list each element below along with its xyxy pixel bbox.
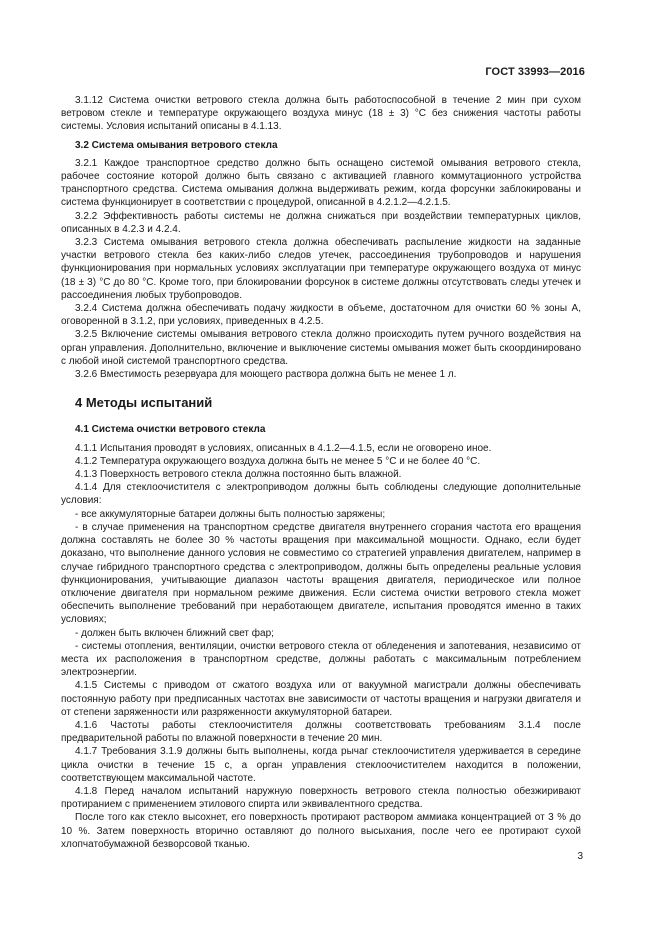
list-item: - в случае применения на транспортном средстве двигателя внутреннего сгорания частота его вращения должна составлять не более 30 % частоты вращения при максимальной мощности. Однако, если будет доказано, что выполнение данного условия не совместимо со стратегией управления двигателем, например в случае гибридного транспортного средства с электроприводом, должны быть определены реальные условия функционирования, учитывающие диапазон частоты вращения двигателя, периодическое или полное отключение двигателя при нормальном режиме движения. Если система очистки ветрового стекла может обеспечить выполнение требований при неработающем двигателе, испытания проводятся именно в таких условиях; <box>61 521 581 626</box>
paragraph: 3.2.6 Вместимость резервуара для моющего раствора должна быть не менее 1 л. <box>75 369 457 381</box>
paragraph: 4.1.4 Для стеклоочистителя с электроприводом должны быть соблюдены следующие дополнительные условия: <box>61 482 581 507</box>
section-heading: 4.1 Система очистки ветрового стекла <box>75 424 266 436</box>
paragraph: 3.2.1 Каждое транспортное средство должно быть оснащено системой омывания ветрового стекла, рабочее состояние которой должно быть связано с активацией главного коммутационного устройства транспортного средства. Система омывания должна выдерживать режим, когда форсунки заблокированы и система функционирует в соответствии с процедурой, описанной в 4.2.1.2—4.2.1.5. <box>61 157 581 209</box>
paragraph: 4.1.6 Частоты работы стеклоочистителя должны соответствовать требованиям 3.1.4 после предварительной работы по влажной поверхности в течение 20 мин. <box>61 719 581 745</box>
document-id: ГОСТ 33993—2016 <box>485 66 585 78</box>
paragraph: 3.2.2 Эффективность работы системы не должна снижаться при воздействии температурных циклов, описанных в 4.2.3 и 4.2.4. <box>61 210 581 235</box>
section-heading: 3.2 Система омывания ветрового стекла <box>75 139 278 151</box>
list-item: - должен быть включен ближний свет фар; <box>75 627 274 639</box>
paragraph: 4.1.2 Температура окружающего воздуха должна быть не менее 5 °С и не более 40 °С. <box>75 455 481 467</box>
paragraph: 3.2.5 Включение системы омывания ветрового стекла должно происходить путем ручного воздействия на орган управления. Дополнительно, включение и выключение системы омывания может быть скоординировано с любой иной системой транспортного средства. <box>61 329 581 367</box>
paragraph: 3.2.4 Система должна обеспечивать подачу жидкости в объеме, достаточном для очистки 60 % зоны А, оговоренной в 3.1.2, при условиях, приведенных в 4.2.5. <box>61 303 581 328</box>
paragraph: 4.1.3 Поверхность ветрового стекла должна постоянно быть влажной. <box>75 469 402 481</box>
paragraph: 4.1.7 Требования 3.1.9 должны быть выполнены, когда рычаг стеклоочистителя удерживается в середине цикла очистки в течение 15 с, а орган управления стеклоочистителем находится в положении, соответствующем максимальной частоте. <box>61 746 581 784</box>
document-body <box>61 94 581 851</box>
paragraph: 3.2.3 Система омывания ветрового стекла должна обеспечивать распыление жидкости на заданные участки ветрового стекла без каких-либо следов утечек, рассоединения трубопроводов и нарушения функционирования при нормальных условиях эксплуатации при температуре окружающего воздуха от минус (18 ± 3) °С до 80 °С. Кроме того, при блокировании форсунок в системе должны отсутствовать следы утечек и рассоединения любых трубопроводов. <box>61 237 581 301</box>
list-item: - все аккумуляторные батареи должны быть полностью заряжены; <box>75 508 386 520</box>
chapter-heading: 4 Методы испытаний <box>75 395 213 411</box>
page-number: 3 <box>577 851 583 862</box>
paragraph: После того как стекло высохнет, его поверхность протирают раствором аммиака концентрацией от 3 % до 10 %. Затем поверхность вторично оставляют до полного высыхания, после чего ее протирают сухой хлопчатобумажной безворсовой тканью. <box>61 812 581 850</box>
list-item: - системы отопления, вентиляции, очистки ветрового стекла от обледенения и запотевания, независимо от места их расположения в транспортном средстве, должны работать с максимальным потреблением электроэнергии. <box>61 640 581 679</box>
paragraph: 4.1.1 Испытания проводят в условиях, описанных в 4.1.2—4.1.5, если не оговорено иное. <box>75 442 492 454</box>
paragraph: 4.1.5 Системы с приводом от сжатого воздуха или от вакуумной магистрали должны обеспечивать постоянную работу при предписанных частотах вне зависимости от частоты вращения и нагрузки двигателя и от степени заряженности или разряженности аккумуляторной батареи. <box>61 680 581 718</box>
paragraph: 3.1.12 Система очистки ветрового стекла должна быть работоспособной в течение 2 мин при сухом ветровом стекле и температуре окружающего воздуха минус (18 ± 3) °С без снижения частоты работы системы. Условия испытаний описаны в 4.1.13. <box>61 95 581 133</box>
paragraph: 4.1.8 Перед началом испытаний наружную поверхность ветрового стекла полностью обезжиривают протиранием с применением этилового спирта или эквивалентного средства. <box>61 785 581 811</box>
